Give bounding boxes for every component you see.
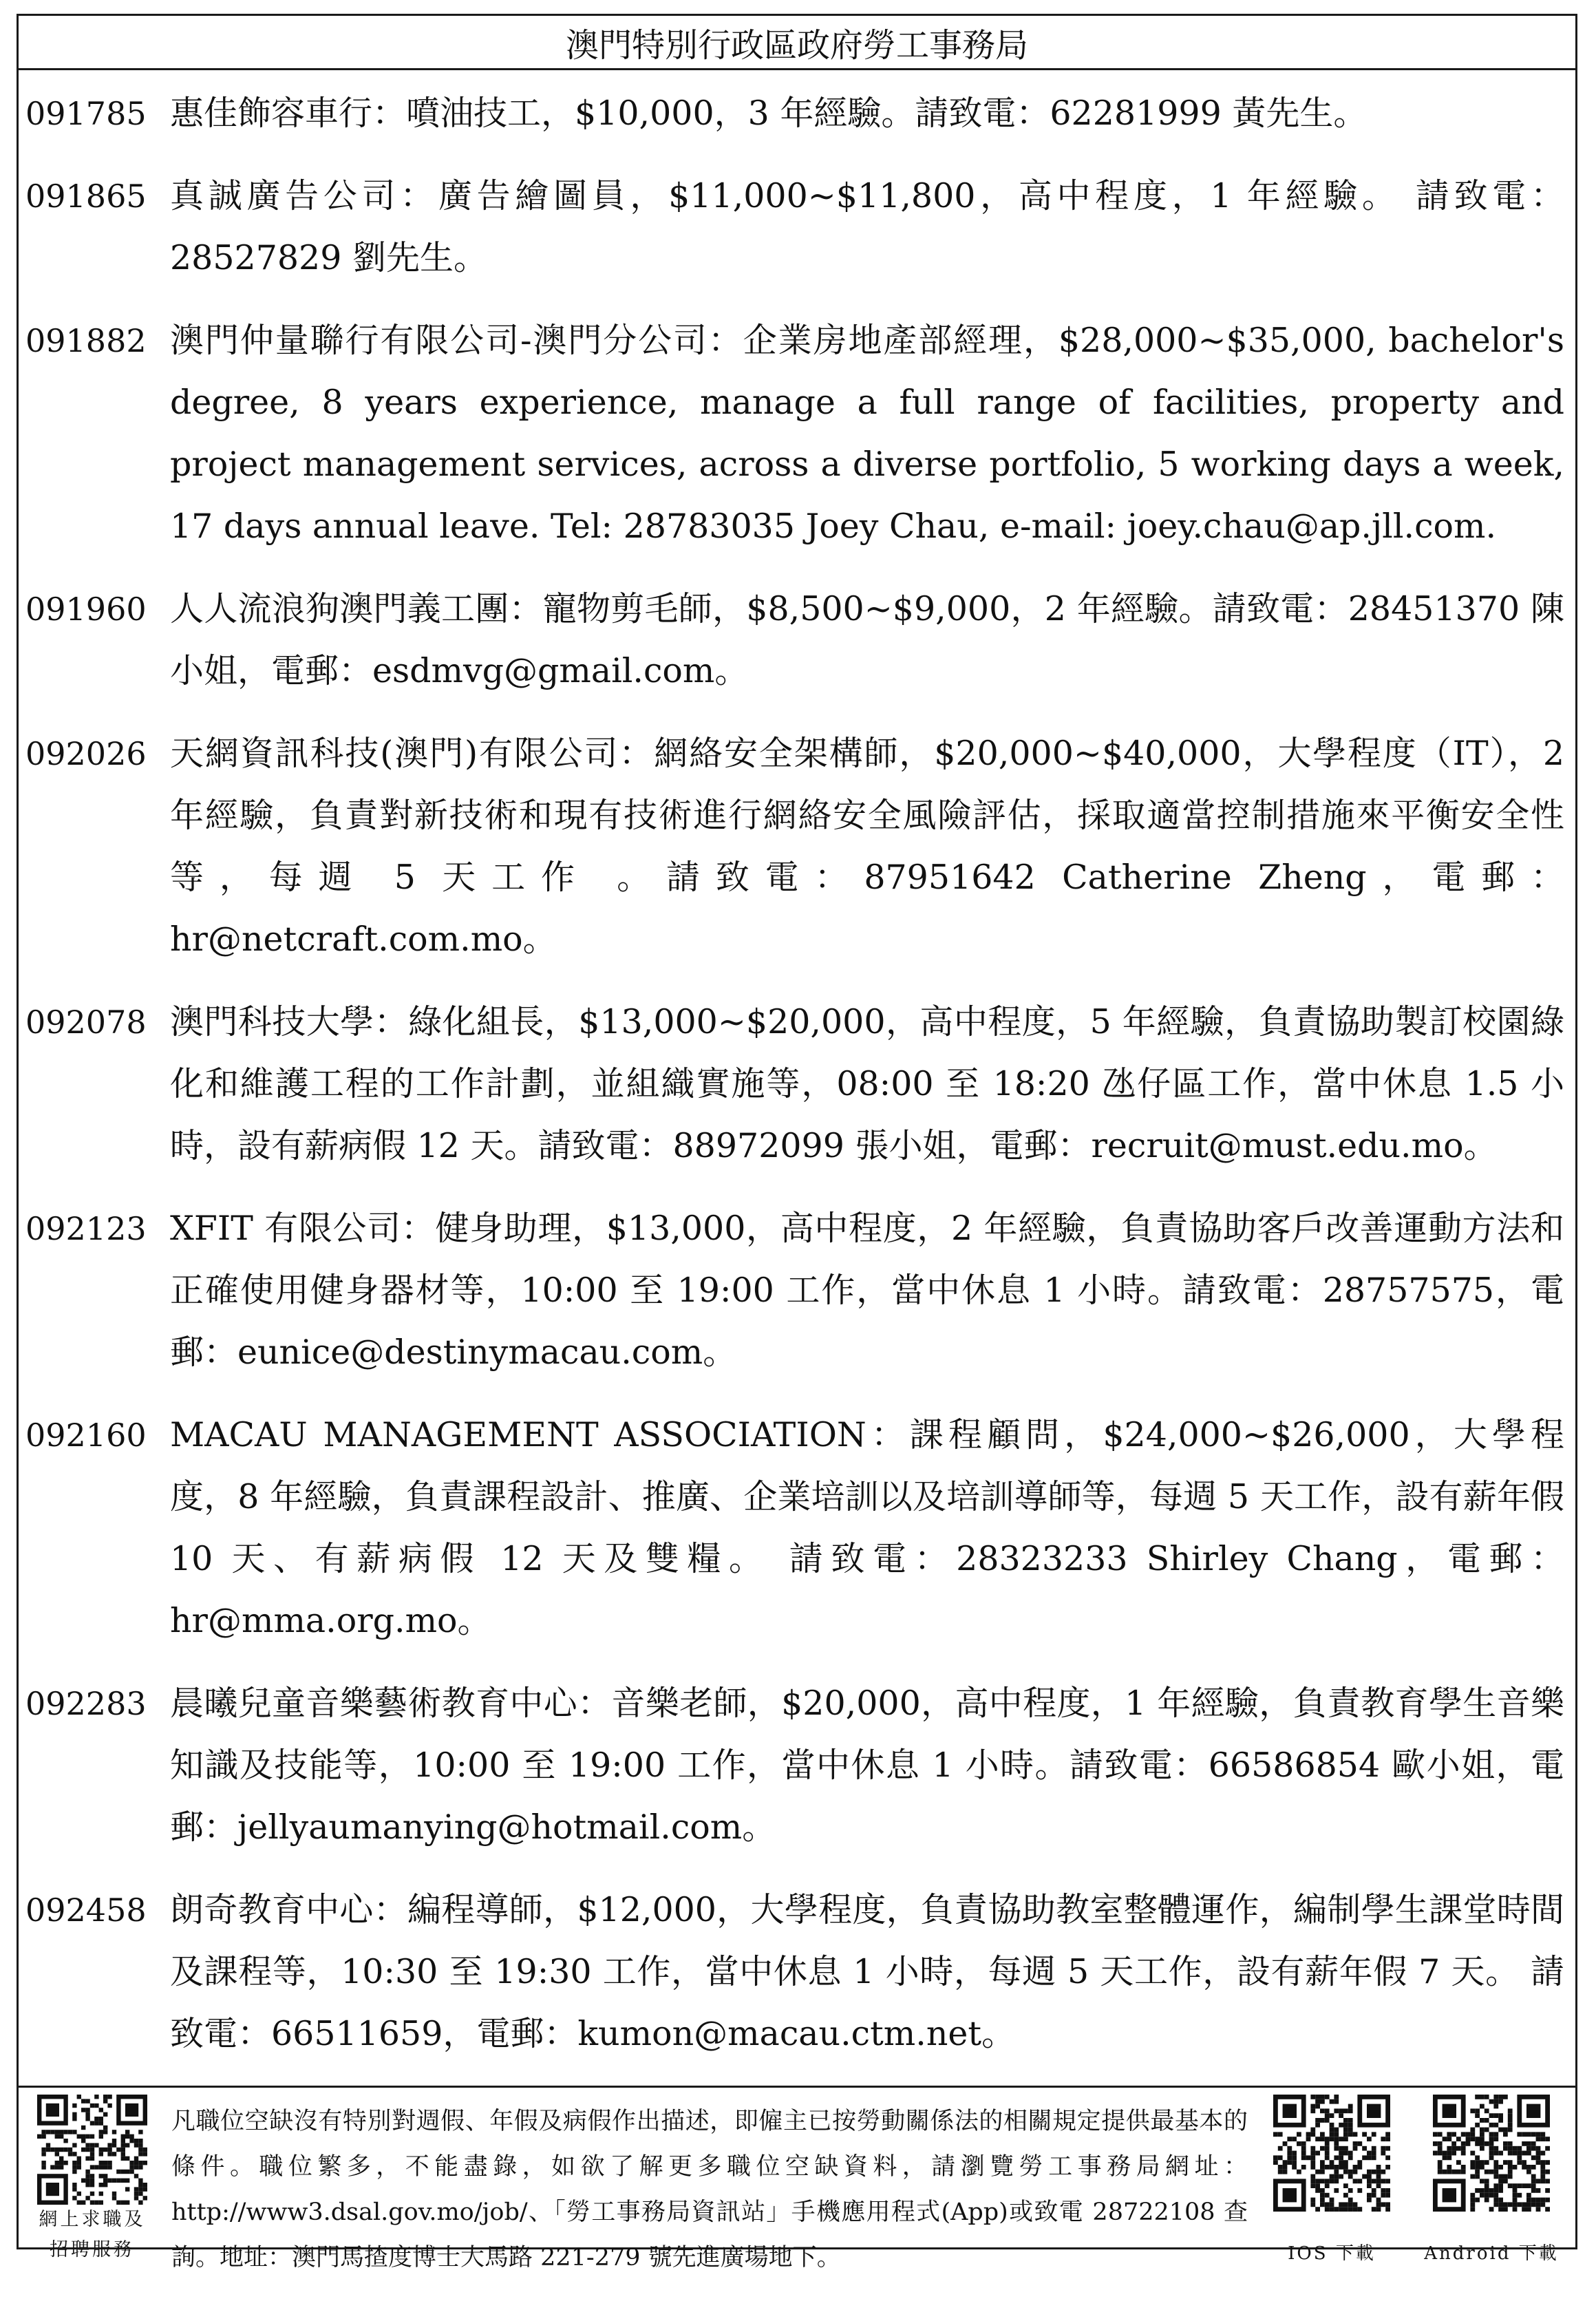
qr-caption-line2: 招聘服務 (50, 2239, 135, 2260)
qr-code-icon (1273, 2095, 1390, 2212)
page-title: 澳門特別行政區政府勞工事務局 (19, 16, 1575, 70)
list-item (25, 1673, 1568, 1858)
list-item (25, 1879, 1568, 2065)
list-item (25, 1198, 1568, 1384)
job-description: 人人流浪狗澳門義工團：寵物剪毛師，$8,500~$9,000，2 年經驗。請致電：28451370 陳小姐，電郵：esdmvg@gmail.com。 (170, 589, 1564, 690)
job-description: 惠佳飾容車行：噴油技工，$10,000，3 年經驗。請致電：62281999 黃先生。 (170, 94, 1368, 133)
job-description: 真誠廣告公司：廣告繪圖員，$11,000~$11,800，高中程度，1 年經驗。 請致電：28527829 劉先生。 (170, 176, 1564, 277)
job-listing-sheet (17, 14, 1577, 2271)
qr-code-icon (37, 2095, 147, 2205)
job-id: 091882 (25, 322, 147, 359)
job-id: 091865 (25, 178, 147, 215)
job-id: 092078 (25, 1004, 147, 1041)
job-description: MACAU MANAGEMENT ASSOCIATION：課程顧問，$24,000~$26,000，大學程度，8 年經驗，負責課程設計、推廣、企業培訓以及培訓導師等，每週 5 天工作，設有薪年假 10 天、有薪病假 12 天及雙糧。 請致電：28323233 Shirley Chang，電郵：hr@mma.org.mo。 (170, 1415, 1564, 1640)
job-description: 朗奇教育中心：編程導師，$12,000，大學程度，負責協助教室整體運作，編制學生課堂時間及課程等，10:30 至 19:30 工作，當中休息 1 小時，每週 5 天工作，設有薪年假 7 天。 請致電：66511659，電郵：kumon@macau.ctm.net。 (170, 1890, 1564, 2053)
list-item (25, 310, 1568, 558)
job-description: 澳門科技大學：綠化組長，$13,000~$20,000，高中程度，5 年經驗，負責協助製訂校園綠化和維護工程的工作計劃，並組織實施等，08:00 至 18:20 氹仔區工作，當中休息 1.5 小時，設有薪病假 12 天。請致電：88972099 張小姐，電郵：recruit@must.edu.mo。 (170, 1002, 1564, 1165)
list-item (25, 83, 1568, 145)
list-item (25, 723, 1568, 971)
android-download-caption: Android 下載 (1424, 2243, 1559, 2264)
job-description: XFIT 有限公司：健身助理，$13,000，高中程度，2 年經驗，負責協助客戶改善運動方法和正確使用健身器材等，10:00 至 19:00 工作，當中休息 1 小時。請致電：28757575，電郵：eunice@destinymacau.com。 (170, 1209, 1564, 1372)
list-item (25, 1404, 1568, 1652)
list-item (25, 165, 1568, 289)
ios-download-caption: IOS 下載 (1288, 2243, 1376, 2264)
job-description: 晨曦兒童音樂藝術教育中心：音樂老師，$20,000，高中程度，1 年經驗，負責教育學生音樂知識及技能等，10:00 至 19:00 工作，當中休息 1 小時。請致電：66586854 歐小姐，電郵：jellyaumanying@hotmail.com。 (170, 1684, 1564, 1847)
footer-note: 凡職位空缺沒有特別對週假、年假及病假作出描述，即僱主已按勞動關係法的相關規定提供最基本的條件。職位繁多，不能盡錄，如欲了解更多職位空缺資料，請瀏覽勞工事務局網址：http://www3.dsal.gov.mo/job/、「勞工事務局資訊站」手機應用程式(App)或致電 28722108 查詢。地址：澳門馬揸度博士大馬路 221-279 號先進廣場地下。 (171, 2108, 1248, 2271)
job-id: 092458 (25, 1892, 147, 1929)
job-description: 澳門仲量聯行有限公司-澳門分公司：企業房地產部經理，$28,000~$35,000, bachelor's degree, 8 years experience, manage a full range of facilities, property and project management services, across a diverse portfolio, 5 working days a week, 17 days annual leave. Tel: 28783035 Joey Chau, e-mail: joey.chau@ap.jll.com. (170, 321, 1564, 546)
list-item (25, 991, 1568, 1177)
qr-caption-line1: 網上求職及 (39, 2209, 146, 2230)
job-id: 092160 (25, 1417, 147, 1454)
footer (19, 2086, 1575, 2299)
job-id: 092283 (25, 1685, 147, 1722)
job-id: 091785 (25, 95, 147, 132)
job-id: 092026 (25, 735, 147, 772)
job-id: 091960 (25, 591, 147, 628)
job-id: 092123 (25, 1210, 147, 1247)
qr-code-icon (1433, 2095, 1550, 2212)
job-description: 天網資訊科技(澳門)有限公司：網絡安全架構師，$20,000~$40,000，大學程度（IT），2 年經驗，負責對新技術和現有技術進行網絡安全風險評估，採取適當控制措施來平衡安全性等，每週 5 天工作 。請致電：87951642 Catherine Zheng，電郵：hr@netcraft.com.mo。 (170, 734, 1564, 959)
list-item (25, 578, 1568, 702)
job-listings (19, 70, 1575, 2086)
